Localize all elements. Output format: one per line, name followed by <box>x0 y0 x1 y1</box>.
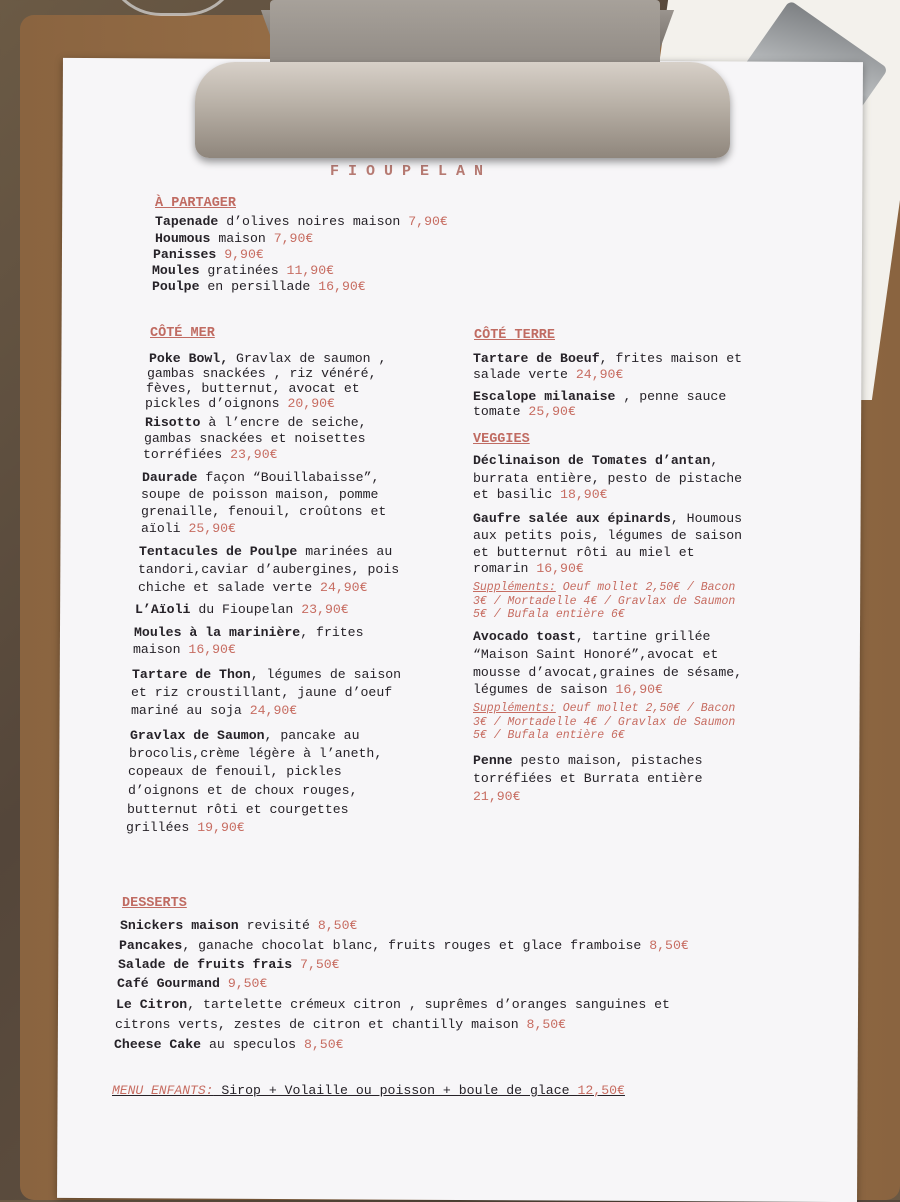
supplements-note: 5€ / Bufala entière 6€ <box>473 729 625 742</box>
menu-item-line: romarin 16,90€ <box>473 561 584 576</box>
menu-item-line: gambas snackées , riz vénéré, <box>147 366 377 381</box>
menu-item-price: 21,90€ <box>473 789 521 804</box>
menu-item-line: tandori,caviar d’aubergines, pois <box>138 562 400 577</box>
menu-item: Daurade façon “Bouillabaisse”, <box>142 470 380 485</box>
menu-item: Déclinaison de Tomates d’antan, <box>473 453 719 468</box>
menu-item-line: aux petits pois, légumes de saison <box>473 528 743 543</box>
menu-item-line: brocolis,crème légère à l’aneth, <box>129 746 383 761</box>
menu-item-line: maison 16,90€ <box>133 642 236 657</box>
menu-item-line: pickles d’oignons 20,90€ <box>145 396 335 411</box>
menu-item: Risotto à l’encre de seiche, <box>145 415 367 430</box>
menu-item-line: salade verte 24,90€ <box>473 367 624 382</box>
menu-item: Tartare de Boeuf, frites maison et <box>473 351 743 366</box>
menu-item-line: tomate 25,90€ <box>473 404 576 419</box>
supplements-note: 3€ / Mortadelle 4€ / Gravlax de Saumon <box>473 716 736 729</box>
menu-item-line: et butternut rôti au miel et <box>473 545 695 560</box>
menu-item: Panisses 9,90€ <box>153 247 264 262</box>
section-cote-mer: CÔTÉ MER <box>150 326 215 341</box>
menu-item: Snickers maison revisité 8,50€ <box>120 918 358 933</box>
menu-item-line: citrons verts, zestes de citron et chantilly maison 8,50€ <box>115 1017 567 1032</box>
menu-item-line: aïoli 25,90€ <box>141 521 236 536</box>
menu-item: Poulpe en persillade 16,90€ <box>152 279 366 294</box>
menu-item-line: butternut rôti et courgettes <box>127 802 349 817</box>
menu-item-line: mousse d’avocat,graines de sésame, <box>473 665 743 680</box>
menu-item: Cheese Cake au speculos 8,50€ <box>114 1037 344 1052</box>
menu-item-line: burrata entière, pesto de pistache <box>473 471 743 486</box>
menu-item-line: “Maison Saint Honoré”,avocat et <box>473 647 719 662</box>
menu-item: Moules à la marinière, frites <box>134 625 364 640</box>
menu-item: Tartare de Thon, légumes de saison <box>132 667 402 682</box>
menu-item: Avocado toast, tartine grillée <box>473 629 711 644</box>
menu-item-line: torréfiées et Burrata entière <box>473 771 703 786</box>
supplements-note: 3€ / Mortadelle 4€ / Gravlax de Saumon <box>473 595 736 608</box>
kids-menu: MENU ENFANTS: Sirop + Volaille ou poisson + boule de glace 12,50€ <box>112 1083 625 1098</box>
supplements-note: Suppléments: Oeuf mollet 2,50€ / Bacon <box>473 702 736 715</box>
menu-item-line: grillées 19,90€ <box>126 820 245 835</box>
menu-item-line: fèves, butternut, avocat et <box>146 381 360 396</box>
menu-item-line: soupe de poisson maison, pomme <box>141 487 379 502</box>
menu-item: Moules gratinées 11,90€ <box>152 263 335 278</box>
menu-item: L’Aïoli du Fioupelan 23,90€ <box>135 602 349 617</box>
menu-item-line: chiche et salade verte 24,90€ <box>138 580 368 595</box>
menu-item-line: torréfiées 23,90€ <box>143 447 278 462</box>
clipboard-clip <box>195 0 730 158</box>
menu-item-line: légumes de saison 16,90€ <box>473 682 663 697</box>
supplements-note: Suppléments: Oeuf mollet 2,50€ / Bacon <box>473 581 736 594</box>
menu-item-line: et riz croustillant, jaune d’oeuf <box>131 685 393 700</box>
menu-item: Salade de fruits frais 7,50€ <box>118 957 340 972</box>
restaurant-title: FIOUPELAN <box>330 163 493 180</box>
menu-item: Le Citron, tartelette crémeux citron , suprêmes d’oranges sanguines et <box>116 997 670 1012</box>
menu-item: Penne pesto maison, pistaches <box>473 753 703 768</box>
section-veggies: VEGGIES <box>473 432 530 447</box>
menu-item: Escalope milanaise , penne sauce <box>473 389 727 404</box>
menu-item-line: et basilic 18,90€ <box>473 487 608 502</box>
section-a-partager: À PARTAGER <box>155 196 237 211</box>
menu-item: Tentacules de Poulpe marinées au <box>139 544 393 559</box>
menu-item-line: grenaille, fenouil, croûtons et <box>141 504 387 519</box>
menu-item-line: gambas snackées et noisettes <box>144 431 366 446</box>
menu-item-line: copeaux de fenouil, pickles <box>128 764 342 779</box>
supplements-note: 5€ / Bufala entière 6€ <box>473 608 625 621</box>
menu-item-line: mariné au soja 24,90€ <box>131 703 298 718</box>
menu-item: Café Gourmand 9,50€ <box>117 976 268 991</box>
menu-item-line: d’oignons et de choux rouges, <box>128 783 358 798</box>
menu-item: Gaufre salée aux épinards, Houmous <box>473 511 743 526</box>
menu-item: Tapenade d’olives noires maison 7,90€ <box>155 214 448 229</box>
menu-item: Gravlax de Saumon, pancake au <box>130 728 360 743</box>
menu-item: Houmous maison 7,90€ <box>155 231 314 246</box>
section-cote-terre: CÔTÉ TERRE <box>474 328 556 343</box>
section-desserts: DESSERTS <box>122 896 187 911</box>
menu-item: Pancakes, ganache chocolat blanc, fruits rouges et glace framboise 8,50€ <box>119 938 689 953</box>
menu-item: Poke Bowl, Gravlax de saumon , <box>149 351 387 366</box>
